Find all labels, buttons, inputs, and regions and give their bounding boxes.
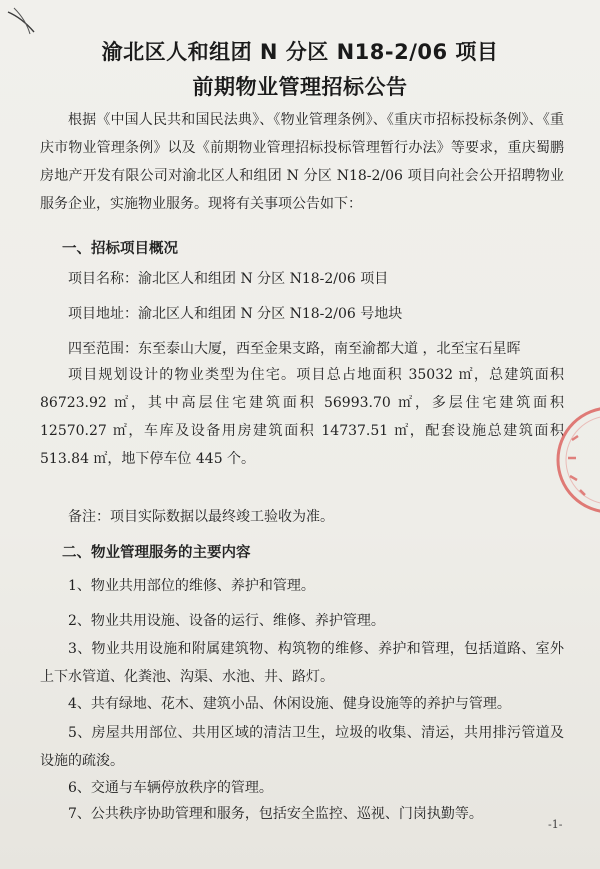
page-number: -1- [548, 818, 563, 831]
planning-paragraph: 项目规划设计的物业类型为住宅。项目总占地面积 35032 ㎡，总建筑面积 86723.92 ㎡，其中高层住宅建筑面积 56993.70 ㎡，多层住宅建筑面积 12570.27 ㎡，车库及设备用房建筑面积 14737.51 ㎡，配套设施总建筑面积 513.84 ㎡，地下停车位 445 个。 [40, 367, 564, 467]
note-line: 备注：项目实际数据以最终竣工验收为准。 [68, 509, 334, 525]
service-item-7: 7、公共秩序协助管理和服务，包括安全监控、巡视、门岗执勤等。 [68, 806, 483, 822]
document-title-line2: 前期物业管理招标公告 [192, 75, 408, 99]
section1-heading: 一、招标项目概况 [62, 241, 178, 257]
intro-paragraph: 根据《中国人民共和国民法典》、《物业管理条例》、《重庆市招标投标条例》、《重庆市物业管理条例》以及《前期物业管理招标投标管理暂行办法》等要求，重庆蜀鹏房地产开发有限公司对渝北区人和组团 N 分区 N18-2/06 项目向社会公开招聘物业服务企业，实施物业服务。现将有关事项公告如下： [40, 112, 564, 212]
project-boundaries: 四至范围：东至泰山大厦，西至金果支路，南至渝都大道 ，北至宝石星晖 [68, 341, 521, 357]
project-name: 项目名称：渝北区人和组团 N 分区 N18-2/06 项目 [68, 271, 389, 287]
service-item-5: 5、房屋共用部位、共用区域的清洁卫生，垃圾的收集、清运，共用排污管道及设施的疏浚。 [40, 725, 564, 769]
section2-heading: 二、物业管理服务的主要内容 [62, 545, 251, 561]
service-item-6: 6、交通与车辆停放秩序的管理。 [68, 780, 273, 796]
service-item-2: 2、物业共用设施、设备的运行、维修、养护管理。 [68, 613, 385, 629]
document-title-line1: 渝北区人和组团 N 分区 N18-2/06 项目 [101, 40, 499, 64]
company-seal-icon [550, 400, 600, 520]
project-address: 项目地址：渝北区人和组团 N 分区 N18-2/06 号地块 [68, 306, 403, 322]
service-item-3: 3、物业共用设施和附属建筑物、构筑物的维修、养护和管理，包括道路、室外上下水管道、化粪池、沟渠、水池、井、路灯。 [40, 641, 564, 685]
service-item-1: 1、物业共用部位的维修、养护和管理。 [68, 578, 315, 594]
service-item-4: 4、共有绿地、花木、建筑小品、休闲设施、健身设施等的养护与管理。 [68, 696, 511, 712]
